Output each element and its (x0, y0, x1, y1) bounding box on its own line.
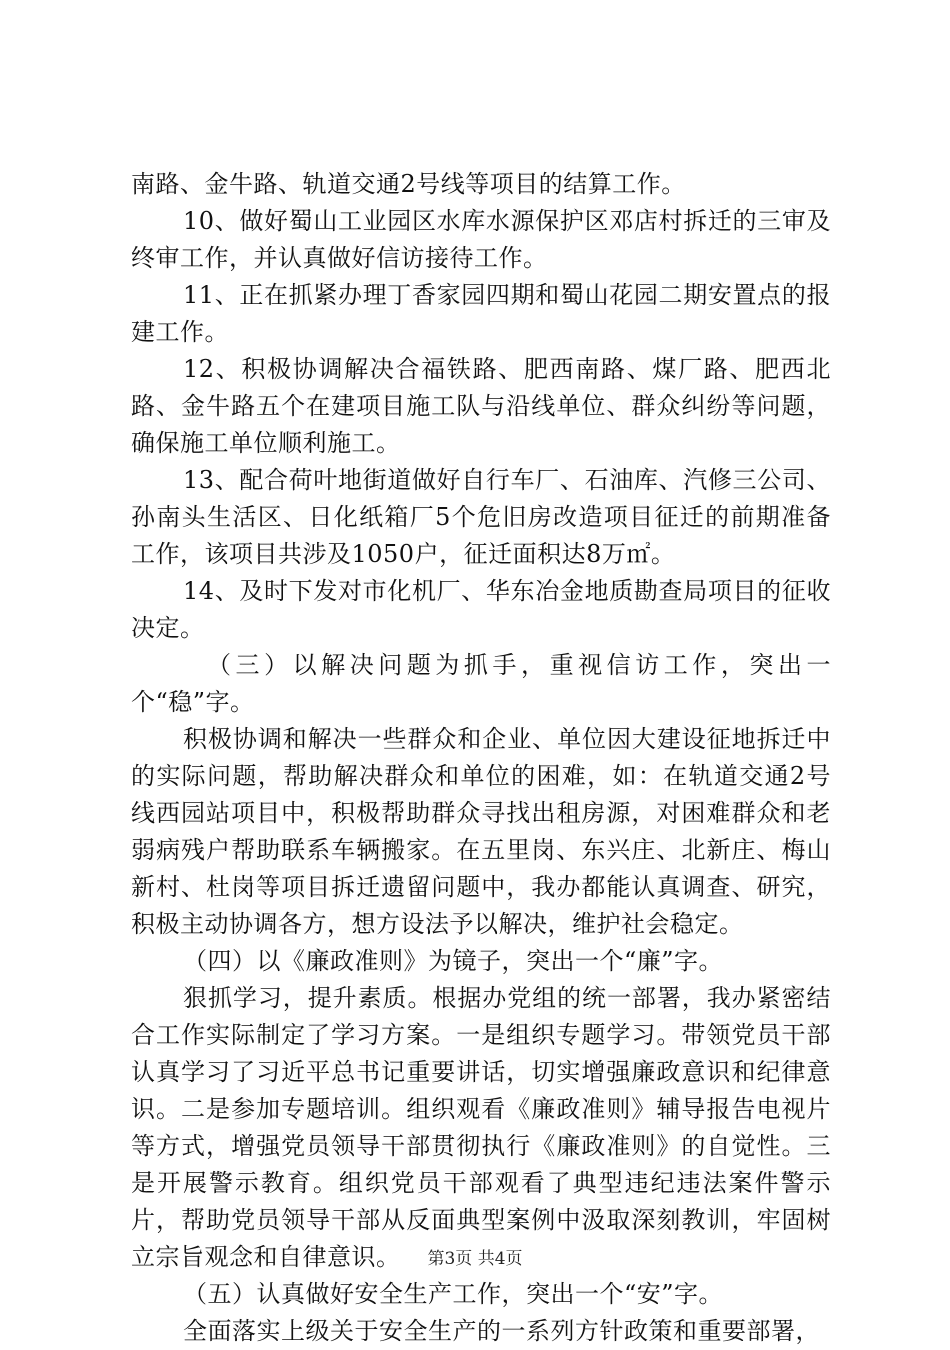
paragraph-stability: 积极协调和解决一些群众和企业、单位因大建设征地拆迁中的实际问题，帮助解决群众和单位的困难，如：在轨道交通2号线西园站项目中，积极帮助群众寻找出租房源，对困难群众和老弱病残户帮助联系车辆搬家。在五里岗、东兴庄、北新庄、梅山新村、杜岗等项目拆迁遗留问题中，我办都能认真调查、研究，积极主动协调各方，想方设法予以解决，维护社会稳定。 (131, 725, 831, 938)
section-heading-5: （五）认真做好安全生产工作，突出一个“安”字。 (183, 1280, 724, 1308)
section-heading-4: （四）以《廉政准则》为镜子，突出一个“廉”字。 (183, 947, 724, 975)
paragraph-continuation: 南路、金牛路、轨道交通2号线等项目的结算工作。 (131, 170, 686, 198)
paragraph-safety: 全面落实上级关于安全生产的一系列方针政策和重要部署， (183, 1317, 820, 1345)
section-heading-3: （三）以解决问题为抓手，重视信访工作，突出一个“稳”字。 (131, 651, 831, 716)
paragraph-integrity: 狠抓学习，提升素质。根据办党组的统一部署，我办紧密结合工作实际制定了学习方案。一是组织专题学习。带领党员干部认真学习了习近平总书记重要讲话，切实增强廉政意识和纪律意识。二是参加专题培训。组织观看《廉政准则》辅导报告电视片等方式，增强党员领导干部贯彻执行《廉政准则》的自觉性。三是开展警示教育。组织党员干部观看了典型违纪违法案件警示片，帮助党员领导干部从反面典型案例中汲取深刻教训，牢固树立宗旨观念和自律意识。 (131, 984, 831, 1271)
page-number-footer: 第3页 共4页 (427, 1249, 523, 1269)
document-body (131, 166, 831, 1350)
paragraph-item-13: 13、配合荷叶地街道做好自行车厂、石油库、汽修三公司、孙南头生活区、日化纸箱厂5个危旧房改造项目征迁的前期准备工作，该项目共涉及1050户，征迁面积达8万㎡。 (131, 466, 831, 568)
paragraph-item-12: 12、积极协调解决合福铁路、肥西南路、煤厂路、肥西北路、金牛路五个在建项目施工队与沿线单位、群众纠纷等问题，确保施工单位顺利施工。 (131, 355, 831, 457)
paragraph-item-11: 11、正在抓紧办理丁香家园四期和蜀山花园二期安置点的报建工作。 (131, 281, 831, 346)
paragraph-item-14: 14、及时下发对市化机厂、华东冶金地质勘查局项目的征收决定。 (131, 577, 831, 642)
paragraph-item-10: 10、做好蜀山工业园区水库水源保护区邓店村拆迁的三审及终审工作，并认真做好信访接待工作。 (131, 207, 831, 272)
